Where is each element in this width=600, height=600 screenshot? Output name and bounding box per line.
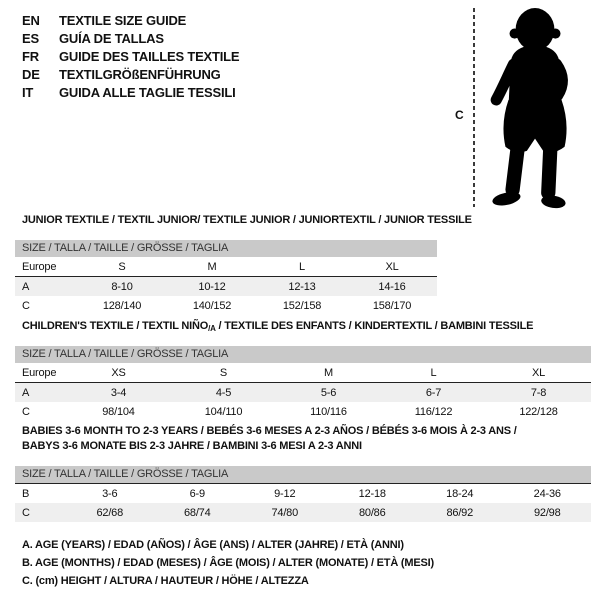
note-age-years: A. AGE (YEARS) / EDAD (AÑOS) / ÂGE (ANS) / ALTER (JAHRE) / ETÀ (ANNI) (22, 539, 404, 551)
note-height-cm: C. (cm) HEIGHT / ALTURA / HAUTEUR / HÖHE / ALTEZZA (22, 575, 309, 587)
size-header-bar: SIZE / TALLA / TAILLE / GRÖSSE / TAGLIA (15, 346, 591, 363)
babies-title-line1: BABIES 3-6 MONTH TO 2-3 YEARS / BEBÉS 3-6 MESES A 2-3 AÑOS / BÉBÉS 3-6 MOIS À 2-3 ANS / (22, 425, 517, 437)
height-measure-label: C (455, 108, 464, 122)
table-cell: 122/128 (519, 405, 558, 418)
table-cell: 14-16 (347, 277, 437, 297)
legend-notes (22, 536, 434, 590)
title-subscript: /A (208, 324, 216, 333)
table-cell: 80/86 (329, 503, 417, 522)
table-cell: L (257, 257, 347, 277)
lang-row-de (22, 66, 239, 84)
height-measure-dashed-line (473, 8, 475, 207)
lang-code: FR (22, 49, 39, 64)
table-cell: 152/158 (282, 299, 322, 312)
table-cell: XL (347, 257, 437, 277)
size-header-bar: SIZE / TALLA / TAILLE / GRÖSSE / TAGLIA (15, 466, 591, 483)
babies-textile-section (15, 424, 591, 522)
table-cell: 116/122 (414, 405, 453, 418)
table-cell: XS (66, 363, 171, 383)
table-cell: 10-12 (167, 277, 257, 297)
table-cell: 98/104 (102, 405, 135, 418)
table-cell: 24-36 (533, 487, 561, 500)
table-cell: 4-5 (171, 383, 276, 403)
table-row (15, 383, 591, 403)
table-cell: 3-6 (102, 487, 118, 500)
table-cell: 7-8 (486, 383, 591, 403)
row-label: A (15, 277, 77, 297)
table-row (15, 363, 591, 383)
lang-code: DE (22, 67, 40, 82)
table-cell: 128/140 (102, 299, 142, 312)
table-cell: 74/80 (241, 503, 329, 522)
row-label: A (15, 383, 66, 403)
table-cell: 110/116 (310, 405, 347, 418)
childrens-textile-section (15, 319, 591, 421)
lang-code: ES (22, 31, 39, 46)
lang-row-en (22, 12, 239, 30)
babies-title-line2: BABYS 3-6 MONATE BIS 2-3 JAHRE / BAMBINI 3-6 MESI A 2-3 ANNI (22, 440, 362, 452)
lang-title: TEXTILE SIZE GUIDE (59, 13, 187, 28)
table-cell: 86/92 (416, 503, 504, 522)
babies-table-title (22, 424, 591, 454)
row-label: C (22, 299, 30, 312)
childrens-table-title (22, 319, 591, 334)
table-cell: 5-6 (276, 383, 381, 403)
table-cell: 158/170 (372, 299, 412, 312)
table-cell: 12-18 (358, 487, 386, 500)
lang-title: TEXTILGRÖßENFÜHRUNG (59, 67, 221, 82)
toddler-silhouette-image (483, 5, 585, 209)
table-cell: M (276, 363, 381, 383)
table-cell: 68/74 (154, 503, 242, 522)
language-title-list (22, 12, 239, 102)
lang-row-es (22, 30, 239, 48)
table-cell: 140/152 (192, 299, 232, 312)
table-row (15, 296, 437, 315)
table-cell: 62/68 (66, 503, 154, 522)
table-cell: 104/110 (204, 405, 243, 418)
lang-row-fr (22, 48, 239, 66)
lang-title: GUIDA ALLE TAGLIE TESSILI (59, 85, 236, 100)
row-label: B (22, 487, 30, 500)
table-cell: 18-24 (446, 487, 474, 500)
junior-size-table (15, 257, 437, 315)
table-cell: M (167, 257, 257, 277)
row-label: Europe (15, 257, 77, 277)
table-row (15, 277, 437, 297)
table-cell: L (381, 363, 486, 383)
childrens-size-table (15, 363, 591, 421)
table-cell: 9-12 (274, 487, 296, 500)
lang-row-it (22, 84, 239, 102)
row-label: C (22, 405, 30, 418)
size-header-bar: SIZE / TALLA / TAILLE / GRÖSSE / TAGLIA (15, 240, 437, 257)
lang-code: IT (22, 85, 34, 100)
table-cell: S (77, 257, 167, 277)
table-cell: 6-7 (381, 383, 486, 403)
table-cell: 6-9 (189, 487, 205, 500)
table-row (15, 402, 591, 421)
table-row (15, 257, 437, 277)
babies-size-table (15, 483, 591, 522)
table-cell: 3-4 (66, 383, 171, 403)
lang-code: EN (22, 13, 40, 28)
title-part: / TEXTILE DES ENFANTS / KINDERTEXTIL / BAMBINI TESSILE (215, 320, 534, 332)
note-age-months: B. AGE (MONTHS) / EDAD (MESES) / ÂGE (MOIS) / ALTER (MONATE) / ETÀ (MESI) (22, 557, 434, 569)
lang-title: GUIDE DES TAILLES TEXTILE (59, 49, 240, 64)
junior-table-title: JUNIOR TEXTILE / TEXTIL JUNIOR/ TEXTILE JUNIOR / JUNIORTEXTIL / JUNIOR TESSILE (22, 214, 472, 226)
lang-title: GUÍA DE TALLAS (59, 31, 164, 46)
junior-textile-section (15, 213, 472, 315)
table-cell: 8-10 (77, 277, 167, 297)
table-cell: 12-13 (257, 277, 347, 297)
table-cell: 92/98 (504, 503, 592, 522)
table-cell: XL (486, 363, 591, 383)
title-part: CHILDREN'S TEXTILE / TEXTIL NIÑO (22, 320, 209, 332)
table-cell: S (171, 363, 276, 383)
row-label: Europe (15, 363, 66, 383)
table-row (15, 484, 591, 504)
table-row (15, 503, 591, 522)
row-label: C (15, 503, 66, 522)
